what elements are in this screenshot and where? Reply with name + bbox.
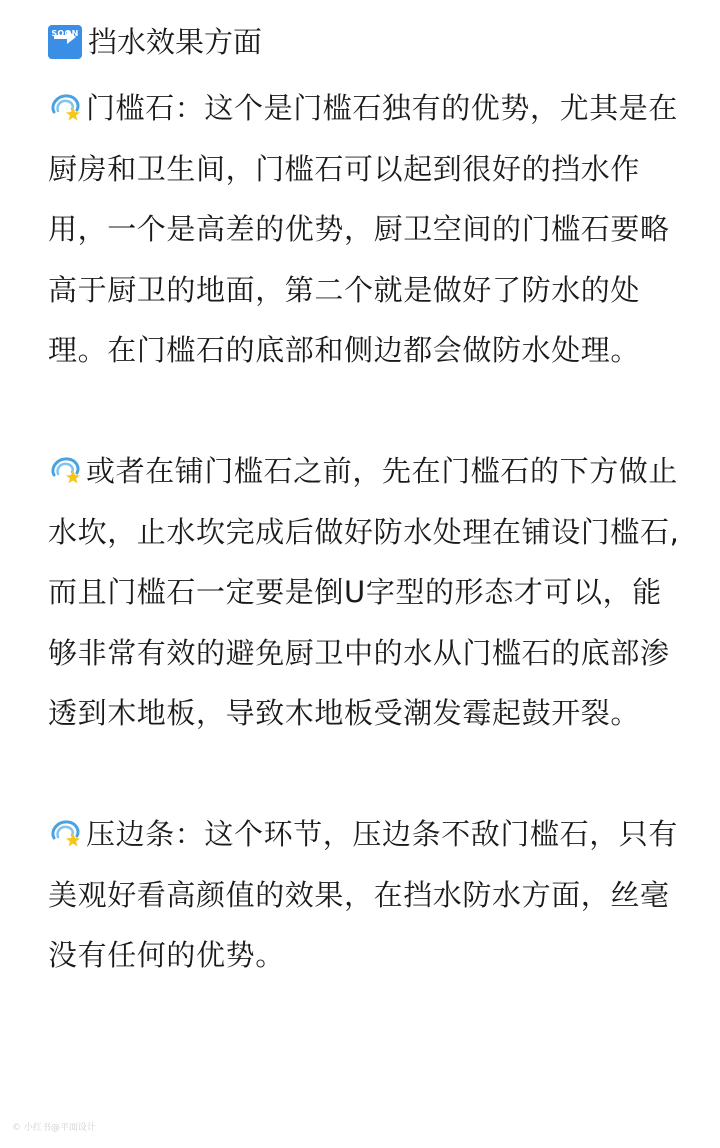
section-heading [48, 18, 688, 66]
paragraph-gap [48, 381, 688, 442]
paragraph-text: 或者在铺门槛石之前，先在门槛石的下方做止水坎，止水坎完成后做好防水处理在铺设门槛石,而且门槛石一定要是倒U字型的形态才可以，能够非常有效的避免厨卫中的水从门槛石的底部渗透到木地板，导致木地板受潮发霉起鼓开裂。 [48, 454, 680, 730]
paragraph-gap [48, 744, 688, 805]
paragraph-threshold-stone [48, 78, 688, 381]
dizzy-icon [48, 92, 84, 122]
dizzy-icon [48, 455, 84, 485]
soon-label: SOON [51, 29, 79, 38]
paragraph-text: 门槛石：这个是门槛石独有的优势，尤其是在厨房和卫生间，门槛石可以起到很好的挡水作用，一个是高差的优势，厨卫空间的门槛石要略高于厨卫的地面，第二个就是做好了防水的处理。在门槛石的底部和侧边都会做防水处理。 [48, 91, 679, 367]
post-content [48, 18, 688, 986]
section-title: 挡水效果方面 [88, 25, 263, 59]
soon-arrow-icon [48, 25, 82, 59]
dizzy-icon [48, 818, 84, 848]
paragraph-edge-strip [48, 804, 688, 986]
watermark: © 小红书@平面设计 [12, 1123, 96, 1133]
paragraph-text: 压边条：这个环节，压边条不敌门槛石，只有美观好看高颜值的效果，在挡水防水方面，丝毫没有任何的优势。 [48, 817, 679, 972]
paragraph-water-stop [48, 441, 688, 744]
